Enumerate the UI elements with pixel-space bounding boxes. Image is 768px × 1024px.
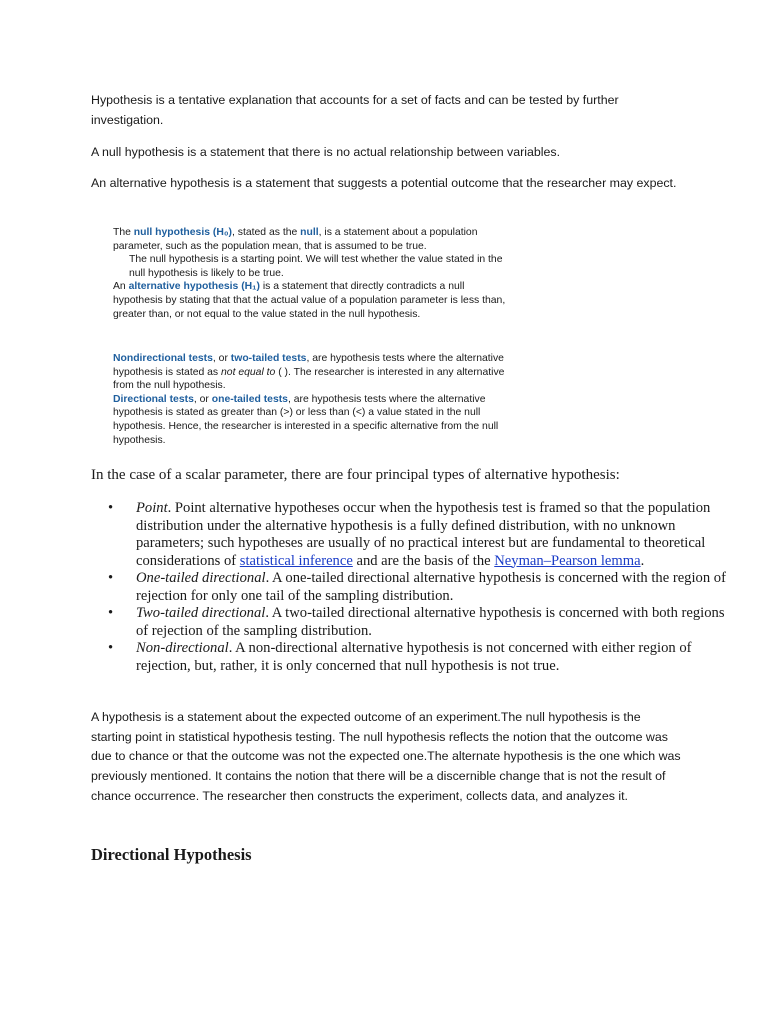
hypothesis-definitions-box (113, 226, 513, 321)
list-item-point: • Point. Point alternative hypotheses occur when the hypothesis test is framed so that the population distribution under the alternative hypothesis is a fully defined distribution, with no unknown parameters; such hypotheses are usually of no practical interest but are fundamental to theoretical considerations of statistical inference and are the basis of the Neyman–Pearson lemma. (136, 500, 736, 570)
alternative-hypothesis-term: alternative hypothesis (H₁) (128, 281, 260, 293)
list-item-two-tailed: • Two-tailed directional. A two-tailed directional alternative hypothesis is concerned with both regions of rejection of the sampling distribution. (136, 605, 736, 640)
section-heading: Directional Hypothesis (91, 845, 252, 864)
directional-tests-definition: Directional tests, or one-tailed tests, are hypothesis tests where the alternative hypothesis is stated as greater than (>) or less than (<) a value stated in the null hypothesis. Hence, the researcher is interested in a specific alternative from the null hypothesis. (113, 393, 499, 446)
summary-paragraph: A hypothesis is a statement about the expected outcome of an experiment.The null hypothesis is the starting point in statistical hypothesis testing. The null hypothesis reflects the notion that the outcome was due to chance or that the outcome was not the expected one.The alternate hypothesis is the one which was previously mentioned. It contains the notion that there will be a discernible change that is not the result of chance occurrence. The researcher then constructs the experiment, collects data, and analyzes it. (91, 710, 681, 803)
not-equal-text: not equal to (221, 366, 276, 378)
nondirectional-tests-term: Nondirectional tests (113, 353, 213, 364)
null-hypothesis-term: null hypothesis (H₀) (133, 227, 232, 238)
null-term: null (300, 227, 319, 238)
list-item-one-tailed: • One-tailed directional. A one-tailed directional alternative hypothesis is concerned with the region of rejection for only one tail of the sampling distribution. (136, 570, 736, 605)
statistical-inference-link[interactable]: statistical inference (239, 552, 353, 569)
alternative-hypothesis-definition: An alternative hypothesis (H₁) is a statement that directly contradicts a null hypothesis by stating that that the actual value of a population parameter is less than, greater than, or not equal to the value stated in the null hypothesis. (113, 281, 506, 320)
definition-alternative-hypothesis: An alternative hypothesis is a statement that suggests a potential outcome that the researcher may expect. (91, 176, 677, 190)
directional-tests-term: Directional tests (113, 393, 194, 405)
two-tailed-tests-term: two-tailed tests (230, 353, 307, 364)
null-hypothesis-definition: The null hypothesis (H₀), stated as the null, is a statement about a population parameter, such as the population mean, that is assumed to be true. (113, 227, 478, 252)
null-hypothesis-starting-point: The null hypothesis is a starting point. We will test whether the value stated in the null hypothesis is likely to be true. (129, 254, 503, 279)
definition-null-hypothesis: A null hypothesis is a statement that there is no actual relationship between variables. (91, 145, 561, 159)
neyman-pearson-lemma-link[interactable]: Neyman–Pearson lemma (494, 552, 641, 569)
alternative-types-list (91, 500, 736, 675)
one-tailed-tests-term: one-tailed tests (211, 393, 288, 405)
types-intro: In the case of a scalar parameter, there are four principal types of alternative hypothesis: (91, 467, 620, 483)
list-item-non-directional: • Non-directional. A non-directional alternative hypothesis is not concerned with either region of rejection, but, rather, it is only concerned that null hypothesis is not true. (136, 640, 736, 675)
nondirectional-tests-definition: Nondirectional tests, or two-tailed tests, are hypothesis tests where the alternative hypothesis is stated as not equal to ( ). The researcher is interested in any alternative from the null hypothesis. (113, 353, 505, 392)
test-types-box (113, 352, 508, 447)
definition-hypothesis: Hypothesis is a tentative explanation that accounts for a set of facts and can be tested by further investigation. (91, 93, 619, 127)
